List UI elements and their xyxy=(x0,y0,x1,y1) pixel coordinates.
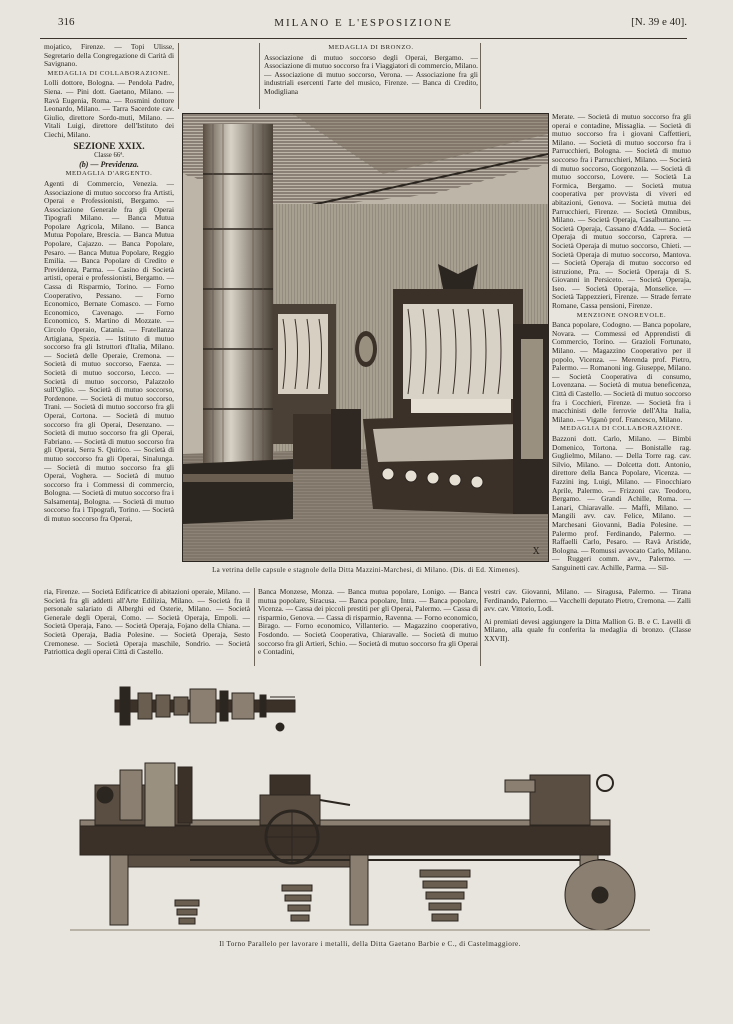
column-rule xyxy=(259,43,260,109)
column-rule xyxy=(178,43,179,109)
column-left xyxy=(44,43,174,598)
paragraph xyxy=(484,43,691,52)
paragraph: vestri cav. Giovanni, Milano. — Siragusa, Palermo. — Tirana Ferdinando, Palermo. — Vacchelli deputato Pietro, Cremona. — Zalli avv. cav. Vittorio, Lodi. xyxy=(484,588,691,614)
column-rule xyxy=(480,43,481,109)
column-rule xyxy=(480,588,481,666)
column-bottom-right xyxy=(484,588,691,668)
section-heading: SEZIONE XXIX. xyxy=(73,141,145,152)
class-label: Classe 66ª. xyxy=(94,152,124,160)
page-header xyxy=(40,16,687,39)
paragraph: ria, Firenze. — Società Edificatrice di abitazioni operaie, Milano. — Società fra gli addetti all'Arte Edilizia, Milano. — Società fra il personale salariato di Alberghi ed Osterie, Milano. — Società Generale degli Operai, Como. — Società Operaja, Empoli. — Società Operaja, Fano. — Società Operaja, Fojano della Chiana. — Società Operaja, Badia Polesine. — Società Operaja, Sesto Cremonese. — Società Operaja maschile, Sondrio. — Società Patriottica degli operai Città di Castello. xyxy=(44,588,250,657)
engraver-mark: X xyxy=(533,547,540,557)
engraving-showcase xyxy=(182,113,549,562)
running-title: MILANO E L'ESPOSIZIONE xyxy=(274,17,453,29)
column-bottom-left xyxy=(44,588,250,668)
heading-mention: MENZIONE ONOREVOLE. xyxy=(576,311,667,319)
paragraph: Agenti di Commercio, Venezia. — Associazione di mutuo soccorso fra Artisti, Operai e Professionisti, Bergamo. — Associazione Generale fra gli Operai Tipografi Milano. — Banca Mutua Popolare Agricola, Milano. — Banca Mutua Popolare, Brescia. — Banca Mutua Popolare, Cajazzo. — Banca Popolare, Pesaro. — Banca Mutua Popolare, Reggio Emilia. — Banca Popolare di Credito e Previdenza, Parma. — Casino di Società artisti, operai e professionisti, Bergamo. — Cassa di Risparmio, Torino. — Forno Cooperativo, Pessano. — Forno Economico, Bernate Comasco. — Forno Economico, Cavenago. — Forno Economico, S. Martino di Mozzate. — Circolo Operaio, Catania. — Fratellanza Artigiana, Spezia. — Istituto di mutuo soccorso fra gli Istruttori d'Italia, Milano. — Società delle Operaie, Cremona. — Società di mutuo soccorso, Faenza. — Società di mutuo soccorso, Lecco. — Società di mutuo soccorso, Palazzolo sull'Oglio. — Società di mutuo soccorso, Pordenone. — Società di mutuo soccorso, Trani. — Società di mutuo soccorso fra gli Operai, Cortona. — Società di mutuo soccorso fra gli Operai, Desenzano. — Società di mutuo soccorso fra gli Operai, Fabriano. — Società di mutuo soccorso fra gli Operai, Serra S. Quirico. — Società di mutuo soccorso fra gli Operai, Sinalunga. — Società di mutuo soccorso fra gli Operai, Voghera. — Società di mutuo soccorso fra i Commessi di commercio, Bologna. — Società di mutuo soccorso fra i Salsamentaj, Bologna. — Società di mutuo soccorso fra i Tipografi, Torino. — Società di mutuo soccorso fra Operai, xyxy=(44,178,174,524)
paragraph: Ai premiati devesi aggiungere la Ditta Mallion G. B. e C. Lavelli di Milano, alla quale fu conferita la medaglia di bronzo. (Classe XXVII). xyxy=(484,616,691,643)
column-middle-top xyxy=(264,43,478,110)
figure-caption-showcase: La vetrina delle capsule e stagnole della Ditta Mazzini-Marchesi, di Milano. (Dis. di Ed. Ximenes). xyxy=(212,566,520,574)
column-right-top xyxy=(484,43,691,109)
figure-caption-lathe: Il Torno Parallelo per lavorare i metalli, della Ditta Gaetano Barbie e C., di Castelmaggiore. xyxy=(219,940,521,948)
paragraph: Associazione di mutuo soccorso degli Operai, Bergamo. — Associazione di mutuo soccorso fra i Viaggiatori di commercio, Milano. — Associazione di mutuo soccorso, Verona. — Associazione fra gli industriali esercenti l'arte del musico, Firenze. — Banca di Credito, Modigliana xyxy=(264,52,478,96)
issue-number: [N. 39 e 40]. xyxy=(631,16,687,28)
engraving-lathe xyxy=(60,675,660,940)
lathe-illustration xyxy=(60,675,660,940)
heading-medal: MEDAGLIA DI COLLABORAZIONE. xyxy=(47,69,171,77)
paragraph: Banca popolare, Codogno. — Banca popolare, Novara. — Commessi ed Apprendisti di Commercio, Torino. — Grazioli Fortunato, Milano. — Magazzino Cooperativo per il popolo, Vicenza. — Merenda prof. Pietro, Palermo. — Romanoni ing. Giuseppe, Milano. — Società Cooperativa di consumo, Lovenzana. — Società di mutua beneficenza, Città di Castello. — Società di mutuo soccorso fra i Cocchieri, Firenze. — Società fra i macchinisti delle ferrovie dell'Alta Italia, Milano. — Viganò prof. Francesco, Milano. xyxy=(552,320,691,424)
paragraph: mojatico, Firenze. — Topi Ulisse, Segretario della Congregazione di Carità di Savignano. xyxy=(44,43,174,69)
paragraph: Bazzoni dott. Carlo, Milano. — Bimbi Domenico, Tortona. — Bonistalle rag. Guglielmo, Milano. — Della Torre rag. cav. Silvio, Milano. — Dolcetta dott. Antonio, direttore della Banca Popolare, Vicenza. — Fazzini ing. Luigi, Milano. — Finocchiaro Aprile, Palermo. — Frizzoni cav. Teodoro, Bergamo. — Grandi Achille, Roma. — Lanari, Chiaravalle. — Maffi, Milano. — Mangili avv. cav. Felice, Milano. — Marchesani Giovanni, Badia Polesine. — Palermo prof. Ferdinando, Palermo. — Raffaelli Carlo, Pesaro. — Ravà Aristide, Bologna. — Romussi avvocato Carlo, Milano. — Ruggeri comm. avv., Palermo. — Sanguinetti cav. Achille, Parma. — Sil- xyxy=(552,433,691,572)
column-bottom-middle xyxy=(258,588,478,668)
subsection-heading: (b) — Previdenza. xyxy=(79,159,139,169)
showcase-illustration xyxy=(183,114,548,561)
paragraph: Banca Monzese, Monza. — Banca mutua popolare, Lonigo. — Banca mutua popolare, Siracusa. — Banca popolare, Intra. — Banca popolare, Vicenza. — Cassa dei piccoli prestiti per gli Operai, Palermo. — Cassa di risparmio, Genova. — Cassa di risparmio, Ravenna. — Forno economico, Birago. — Forno economico, Villanterio. — Magazzino cooperativo, Fosdondo. — Società Cooperativa, Chiaravalle. — Società di mutuo soccorso fra gli Artieri, Schio. — Società di mutuo soccorso fra gli Operai e Contadini, xyxy=(258,588,478,657)
column-rule xyxy=(254,588,255,666)
page-number: 316 xyxy=(58,16,75,28)
column-right xyxy=(552,113,691,583)
heading-medal: MEDAGLIA DI BRONZO. xyxy=(328,44,414,51)
heading-medal: MEDAGLIA D'ARGENTO. xyxy=(65,170,153,178)
paragraph: Merate. — Società di mutuo soccorso fra gli operai e contadine, Missaglia. — Società di mutuo soccorso fra i giovani Caffettieri, Milano. — Società di mutuo soccorso fra i Parrucchieri, Bologna. — Società di mutuo soccorso fra i Parrucchieri, Milano. — Società di mutuo soccorso, Gorgonzola. — Società di mutuo soccorso, Lovere. — Società La Formica, Bergamo. — Società mutua cooperativa per provvista di viveri ed abitazioni, Genova. — Società mutua dei Parrucchieri, Firenze. — Società Omnibus, Milano. — Società Operaja, Casalbuttano. — Società Operaja, Cassano d'Adda. — Società Operaja di mutuo soccorso, Caprera. — Società Operaja di mutuo soccorso, Chieti. — Società Operaja di mutuo soccorso, Mantova. — Società Operaja di mutuo soccorso ed istruzione, Pra. — Società Operaja di S. Giovanni in Persiceto. — Società Operaja, Iseo. — Società Operaja, Monselice. — Società Tappezzieri, Firenze. — Strade ferrate Romane, Cassa pensioni, Firenze. xyxy=(552,113,691,311)
heading-medal: MEDAGLIA DI COLLABORAZIONE. xyxy=(560,425,683,433)
paragraph: Lolli dottore, Bologna. — Pendola Padre, Siena. — Pini dott. Gaetano, Milano. — Ravà Eugenia, Roma. — Rosmini dottore Leonardo, Milano. — Tarra Sacerdote cav. Giulio, direttore Sordo-muti, Milano. — Vitali Luigi, direttore dell'Istituto dei Ciechi, Milano. xyxy=(44,78,174,139)
